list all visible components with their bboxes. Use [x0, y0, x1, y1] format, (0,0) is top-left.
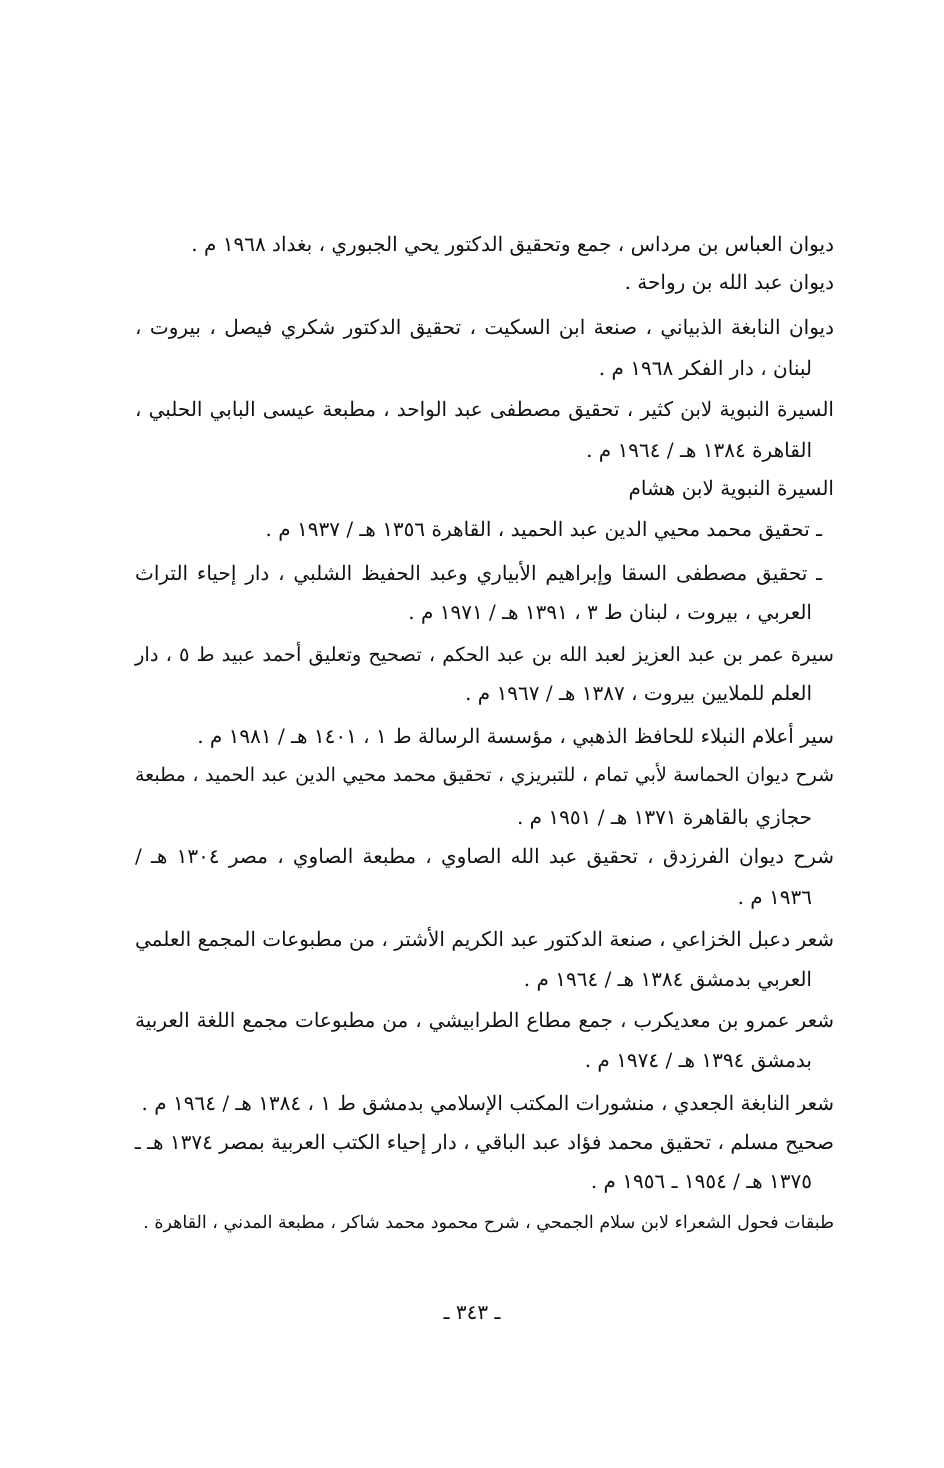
sub-entry-line: ـ تحقيق مصطفى السقا وإبراهيم الأبياري وعبد الحفيظ الشلبي ، دار إحياء التراث: [135, 561, 822, 585]
entry-continuation-line: العربي ، بيروت ، لبنان ط ٣ ، ١٣٩١ هـ / ١٩٧١ م .: [408, 600, 812, 624]
entry-line: شعر عمرو بن معديكرب ، جمع مطاع الطرابيشي ، من مطبوعات مجمع اللغة العربية: [135, 1008, 834, 1032]
entry-continuation-line: ١٩٣٦ م .: [737, 885, 812, 909]
entry-line: شعر دعبل الخزاعي ، صنعة الدكتور عبد الكريم الأشتر ، من مطبوعات المجمع العلمي: [135, 927, 834, 951]
entry-line: شرح ديوان الفرزدق ، تحقيق عبد الله الصاوي ، مطبعة الصاوي ، مصر ١٣٠٤ هـ /: [135, 844, 834, 868]
entry-continuation-line: القاهرة ١٣٨٤ هـ / ١٩٦٤ م .: [586, 438, 812, 462]
page-number: ـ ٣٤٣ ـ: [443, 1300, 501, 1324]
entry-line: طبقات فحول الشعراء لابن سلام الجمحي ، شرح محمود محمد شاكر ، مطبعة المدني ، القاهرة .: [143, 1213, 834, 1233]
entry-line: سيرة عمر بن عبد العزيز لعبد الله بن عبد الحكم ، تصحيح وتعليق أحمد عبيد ط ٥ ، دار: [135, 643, 835, 666]
entry-line: السيرة النبوية لابن هشام: [628, 476, 834, 500]
entry-line: شرح ديوان الحماسة لأبي تمام ، للتبريزي ، تحقيق محمد محيي الدين عبد الحميد ، مطبعة: [135, 764, 834, 786]
sub-entry-line: ـ تحقيق محمد محيي الدين عبد الحميد ، القاهرة ١٣٥٦ هـ / ١٩٣٧ م .: [265, 517, 822, 541]
entry-line: صحيح مسلم ، تحقيق محمد فؤاد عبد الباقي ، دار إحياء الكتب العربية بمصر ١٣٧٤ هـ ـ: [134, 1130, 834, 1154]
entry-line: سير أعلام النبلاء للحافظ الذهبي ، مؤسسة الرسالة ط ١ ، ١٤٠١ هـ / ١٩٨١ م .: [197, 724, 834, 748]
entry-line: ديوان النابغة الذبياني ، صنعة ابن السكيت ، تحقيق الدكتور شكري فيصل ، بيروت ،: [135, 315, 834, 339]
entry-line: ديوان عبد الله بن رواحة .: [624, 270, 834, 294]
entry-line: ديوان العباس بن مرداس ، جمع وتحقيق الدكتور يحي الجبوري ، بغداد ١٩٦٨ م .: [191, 232, 834, 256]
entry-line: شعر النابغة الجعدي ، منشورات المكتب الإسلامي بدمشق ط ١ ، ١٣٨٤ هـ / ١٩٦٤ م .: [141, 1091, 834, 1115]
entry-continuation-line: حجازي بالقاهرة ١٣٧١ هـ / ١٩٥١ م .: [516, 805, 812, 829]
entry-continuation-line: العلم للملايين بيروت ، ١٣٨٧ هـ / ١٩٦٧ م .: [465, 681, 812, 705]
entry-continuation-line: بدمشق ١٣٩٤ هـ / ١٩٧٤ م .: [584, 1048, 812, 1072]
entry-line: السيرة النبوية لابن كثير ، تحقيق مصطفى عبد الواحد ، مطبعة عيسى البابي الحلبي ،: [135, 397, 834, 421]
entry-continuation-line: العربي بدمشق ١٣٨٤ هـ / ١٩٦٤ م .: [523, 967, 812, 991]
entry-continuation-line: لبنان ، دار الفكر ١٩٦٨ م .: [598, 356, 812, 380]
bibliography-list: [135, 0, 834, 1468]
entry-continuation-line: ١٣٧٥ هـ / ١٩٥٤ ـ ١٩٥٦ م .: [590, 1169, 812, 1193]
